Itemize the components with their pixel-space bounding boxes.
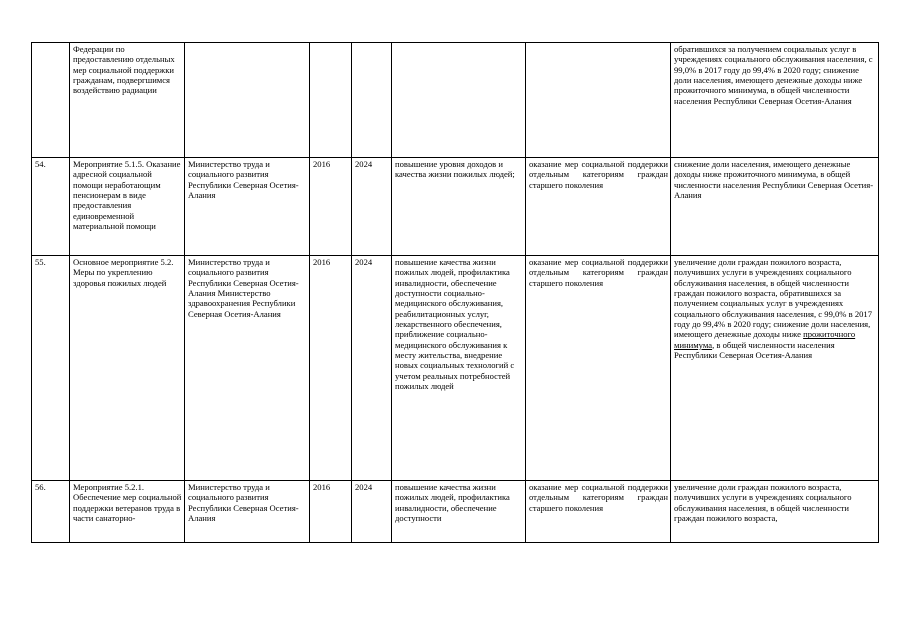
link-to-indicators: оказание мер социальной поддержки отдельным категориям граждан старшего поколения <box>526 481 671 543</box>
executor <box>185 43 310 158</box>
indicator-text <box>671 481 879 543</box>
row-number: 54. <box>32 158 70 256</box>
link-to-indicators <box>526 43 671 158</box>
program-measures-table <box>31 42 879 543</box>
expected-result <box>392 43 526 158</box>
indicator-text <box>671 43 879 158</box>
end-year: 2024 <box>352 158 392 256</box>
table-row <box>32 158 879 256</box>
executor: Министерство труда и социального развития Республики Северная Осетия-Алания <box>185 481 310 543</box>
measure-name: Мероприятие 5.2.1. Обеспечение мер социальной поддержки ветеранов труда в части санаторно- <box>70 481 185 543</box>
expected-result: повышение качества жизни пожилых людей, профилактика инвалидности, обеспечение доступности социально-медицинского обслуживания, реабилитационных услуг, лекарственного обеспечения, приближение социально-медицинского обслуживания к месту жительства, внедрение новых социальных технологий с учетом реальных потребностей пожилых людей <box>392 256 526 481</box>
expected-result: повышение качества жизни пожилых людей, профилактика инвалидности, обеспечение доступности <box>392 481 526 543</box>
indicator-text-part: увеличение доли граждан пожилого возраста, получивших услуги в учреждениях социального обслуживания населения, в общей численности граждан пожилого возраста, обратившихся за получением социальных услуг в учреждениях социального обслуживания населения, с 99,0% в 2017 году до 99,4% в 2020 году; снижение доли населения, имеющего денежные доходы ниже <box>674 257 873 340</box>
start-year <box>310 43 352 158</box>
link-to-indicators: оказание мер социальной поддержки отдельным категориям граждан старшего поколения <box>526 256 671 481</box>
start-year: 2016 <box>310 481 352 543</box>
indicator-text-part: снижение доли населения, имеющего денежные доходы ниже прожиточного минимума, в общей численности населения Республики Северная Осетия-Алания <box>674 159 874 201</box>
end-year: 2024 <box>352 481 392 543</box>
start-year: 2016 <box>310 158 352 256</box>
measure-name: Мероприятие 5.1.5. Оказание адресной социальной помощи неработающим пенсионерам в виде предоставления единовременной материальной помощи <box>70 158 185 256</box>
table-row <box>32 256 879 481</box>
row-number: 55. <box>32 256 70 481</box>
indicator-text <box>671 158 879 256</box>
measure-name: Федерации по предоставлению отдельных мер социальной поддержки гражданам, подвергшимся воздействию радиации <box>70 43 185 158</box>
table-row <box>32 481 879 543</box>
row-number: 56. <box>32 481 70 543</box>
indicator-text-underlined: прожиточного минимума <box>674 329 856 350</box>
link-to-indicators: оказание мер социальной поддержки отдельным категориям граждан старшего поколения <box>526 158 671 256</box>
end-year: 2024 <box>352 256 392 481</box>
indicator-text <box>671 256 879 481</box>
table-row <box>32 43 879 158</box>
start-year: 2016 <box>310 256 352 481</box>
executor: Министерство труда и социального развития Республики Северная Осетия-Алания Министерство здравоохранения Республики Северная Осетия-Алания <box>185 256 310 481</box>
row-number <box>32 43 70 158</box>
indicator-text-part: обратившихся за получением социальных услуг в учреждениях социального обслуживания населения, с 99,0% в 2017 году до 99,4% в 2020 году; снижение доли населения, имеющего денежные доходы ниже прожиточного минимума, в общей численности населения Республики Северная Осетия-Алания <box>674 44 873 106</box>
executor: Министерство труда и социального развития Республики Северная Осетия-Алания <box>185 158 310 256</box>
indicator-text-part: увеличение доли граждан пожилого возраста, получивших услуги в учреждениях социального обслуживания населения, в общей численности граждан пожилого возраста, <box>674 482 852 524</box>
indicator-text-part: , в общей численности населения Республики Северная Осетия-Алания <box>674 339 835 361</box>
expected-result: повышение уровня доходов и качества жизни пожилых людей; <box>392 158 526 256</box>
measure-name: Основное мероприятие 5.2. Меры по укреплению здоровья пожилых людей <box>70 256 185 481</box>
end-year <box>352 43 392 158</box>
